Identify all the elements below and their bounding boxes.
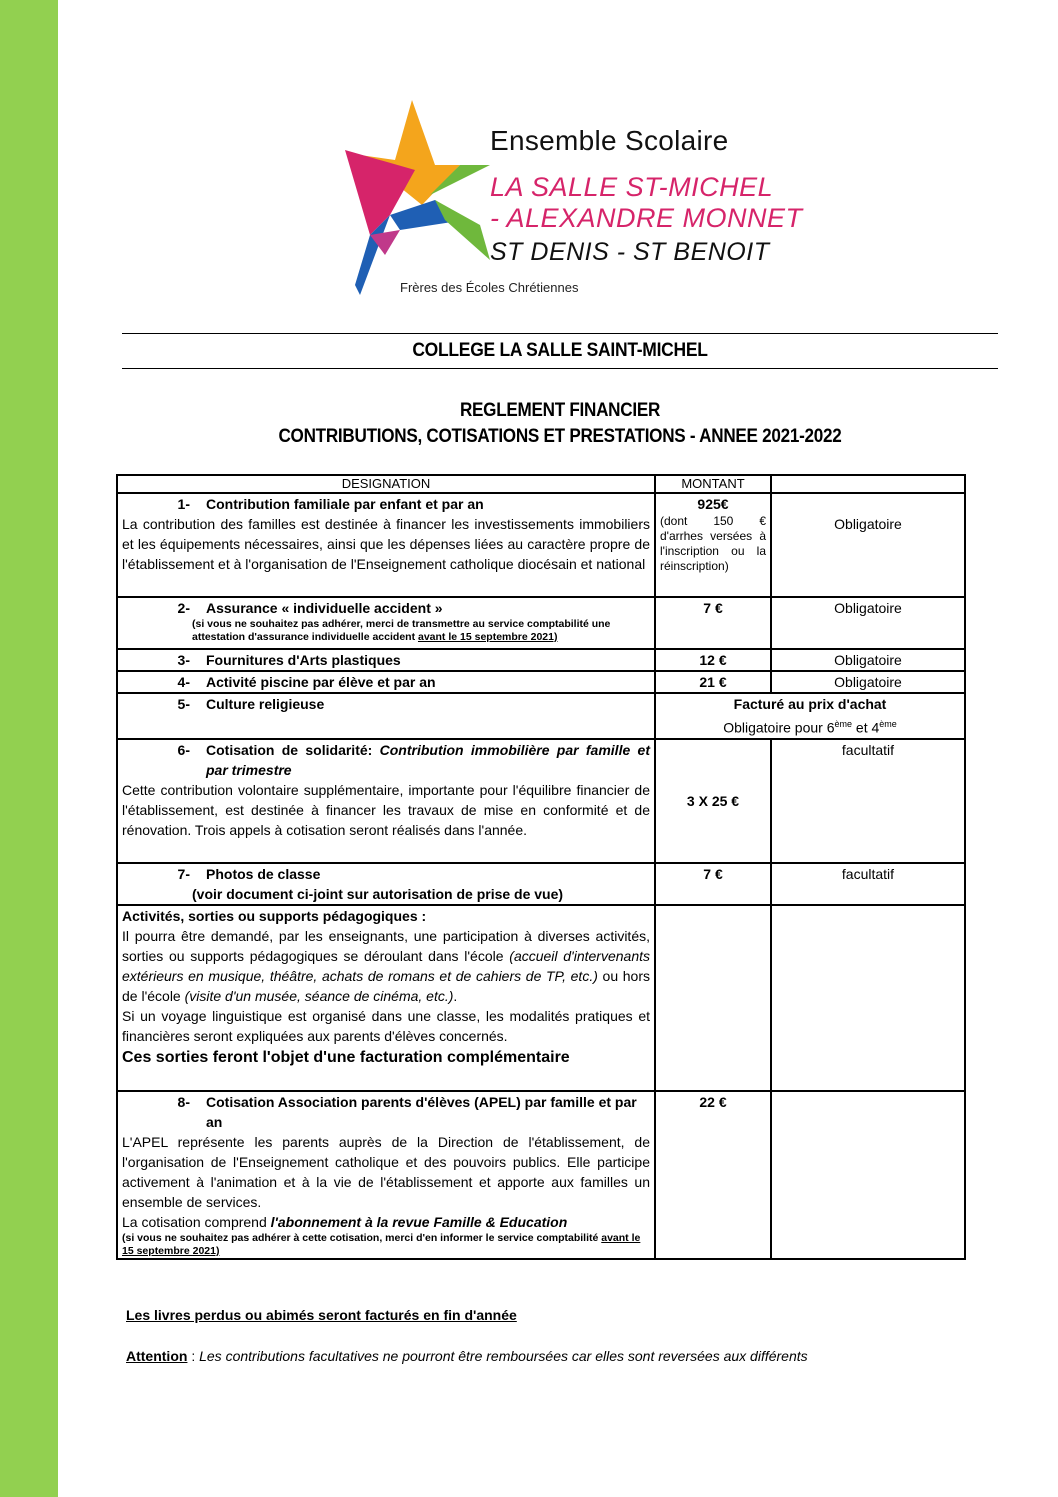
attention-text: Les contributions facultatives ne pourront être remboursées car elles sont reversées aux différents [199,1348,808,1364]
table-row [117,493,965,597]
item-emphasis: Ces sorties feront l'objet d'une facturation complémentaire [122,1048,570,1066]
item-description: La contribution des familles est destinée à financer les investissements immobiliers et les équipements nécessaires, ainsi que les dépenses liées au caractère propre de l'établissement et à l'organisation de l'Enseignement catholique diocésain et national [122,516,650,572]
item-title: Assurance « individuelle accident » [206,600,443,616]
item-status: Obligatoire [771,597,965,649]
table-row [117,671,965,693]
document-subtitle: CONTRIBUTIONS, COTISATIONS ET PRESTATIONS - ANNEE 2021-2022 [278,426,842,447]
item-number: 3- [177,652,190,668]
item-note: (si vous ne souhaitez pas adhérer à cette cotisation, merci d'en informer le service comptabilité avant le 15 septembre 2021) [122,1231,641,1257]
item-title: Cotisation Association parents d'élèves (APEL) par famille et par an [206,1093,637,1130]
item-number: 5- [177,696,190,712]
item-number: 7- [177,865,190,882]
item-status: facultatif [771,863,965,905]
document-title: REGLEMENT FINANCIER [459,400,661,421]
top-rule [122,333,998,334]
table-row [117,905,965,1091]
table-row [117,863,965,905]
item-description-2: Si un voyage linguistique est organisé dans une classe, les modalités pratiques et financières seront expliquées aux parents d'élèves concernés. [122,1007,650,1044]
item-title: Activités, sorties ou supports pédagogiques : [122,907,427,924]
item-title: Cotisation de solidarité: Contribution immobilière par famille et par trimestre [206,741,650,778]
item-number: 2- [177,600,190,616]
item-title: Activité piscine par élève et par an [206,674,436,690]
attention-label: Attention [126,1348,188,1364]
bottom-rule [122,368,998,369]
item-description: Il pourra être demandé, par les enseignants, une participation à diverses activités, sorties ou supports pédagogiques se déroulant dans l'école (accueil d'intervenants extérieurs en musique, théâtre, achats de romans et de cahiers de TP, etc.) ou hors de l'école (visite d'un musée, séance de cinéma, etc.). [122,927,651,1004]
logo-line-1: Ensemble Scolaire [490,125,729,156]
attention-notice: Attention : Les contributions facultatives ne pourront être remboursées car elles sont reversées aux différents [126,1348,808,1364]
item-number: 1- [177,496,190,512]
lost-books-notice: Les livres perdus ou abimés seront facturés en fin d'année [126,1307,517,1323]
school-logo [340,95,810,305]
item-amount: 12 € [655,649,771,671]
college-title: COLLEGE LA SALLE SAINT-MICHEL [412,340,708,361]
green-sidebar-bar [0,0,58,1497]
fees-table [116,474,966,1260]
item-description: Cette contribution volontaire supplémentaire, importante pour l'équilibre financier de l'établissement, est destinée à financer les travaux de mise en conformité et de rénovation. Trois appels à cotisation seront réalisés dans l'année. [122,781,650,838]
table-row [117,649,965,671]
header-designation: DESIGNATION [117,475,655,493]
item-status: Obligatoire [834,516,902,532]
item-amount: 21 € [655,671,771,693]
header-statut [771,475,965,493]
item-status: Obligatoire [771,671,965,693]
table-header-row [117,475,965,493]
item-number: 6- [177,741,190,758]
item-billing: Facturé au prix d'achat [733,696,887,712]
item-note: (si vous ne souhaitez pas adhérer, merci de transmettre au service comptabilité une attestation d'assurance individuelle accident avant le 15 septembre 2021) [192,618,611,643]
item-title: Photos de classe [206,865,321,882]
item-amount: 7 € [655,863,771,905]
item-title: Fournitures d'Arts plastiques [206,652,401,668]
item-status: facultatif [771,739,965,863]
table-row [117,597,965,649]
logo-line-3: - ALEXANDRE MONNET [490,203,803,233]
item-title: Culture religieuse [206,696,325,712]
table-row [117,739,965,863]
table-row [117,693,965,739]
logo-line-4: ST DENIS - ST BENOIT [490,238,770,266]
item-number: 4- [177,674,190,690]
item-amount: 22 € [655,1091,771,1259]
star-logo-icon [340,95,490,305]
item-title: Contribution familiale par enfant et par an [206,496,484,512]
logo-line-5: Frères des Écoles Chrétiennes [400,280,579,295]
item-amount: 3 X 25 € [655,739,771,863]
item-status: Obligatoire pour 6ème et 4ème [723,719,897,736]
header-montant: MONTANT [655,475,771,493]
item-subtitle: (voir document ci-joint sur autorisation de prise de vue) [192,885,564,902]
item-description-2: La cotisation comprend l'abonnement à la revue Famille & Education [122,1213,568,1230]
item-amount: 7 € [655,597,771,649]
item-amount: 925€ [697,496,729,512]
amount-note: (dont 150 € d'arrhes versées à l'inscription ou la réinscription) [660,514,766,573]
item-number: 8- [177,1093,190,1110]
logo-line-2: LA SALLE ST-MICHEL [490,172,774,202]
item-description: L'APEL représente les parents auprès de la Direction de l'établissement, de l'organisation de l'Enseignement catholique et des pouvoirs publics. Elle participe activement à l'animation et à la vie de l'établissement et apporte aux familles un ensemble de services. [122,1133,650,1210]
item-status: Obligatoire [771,649,965,671]
table-row [117,1091,965,1259]
